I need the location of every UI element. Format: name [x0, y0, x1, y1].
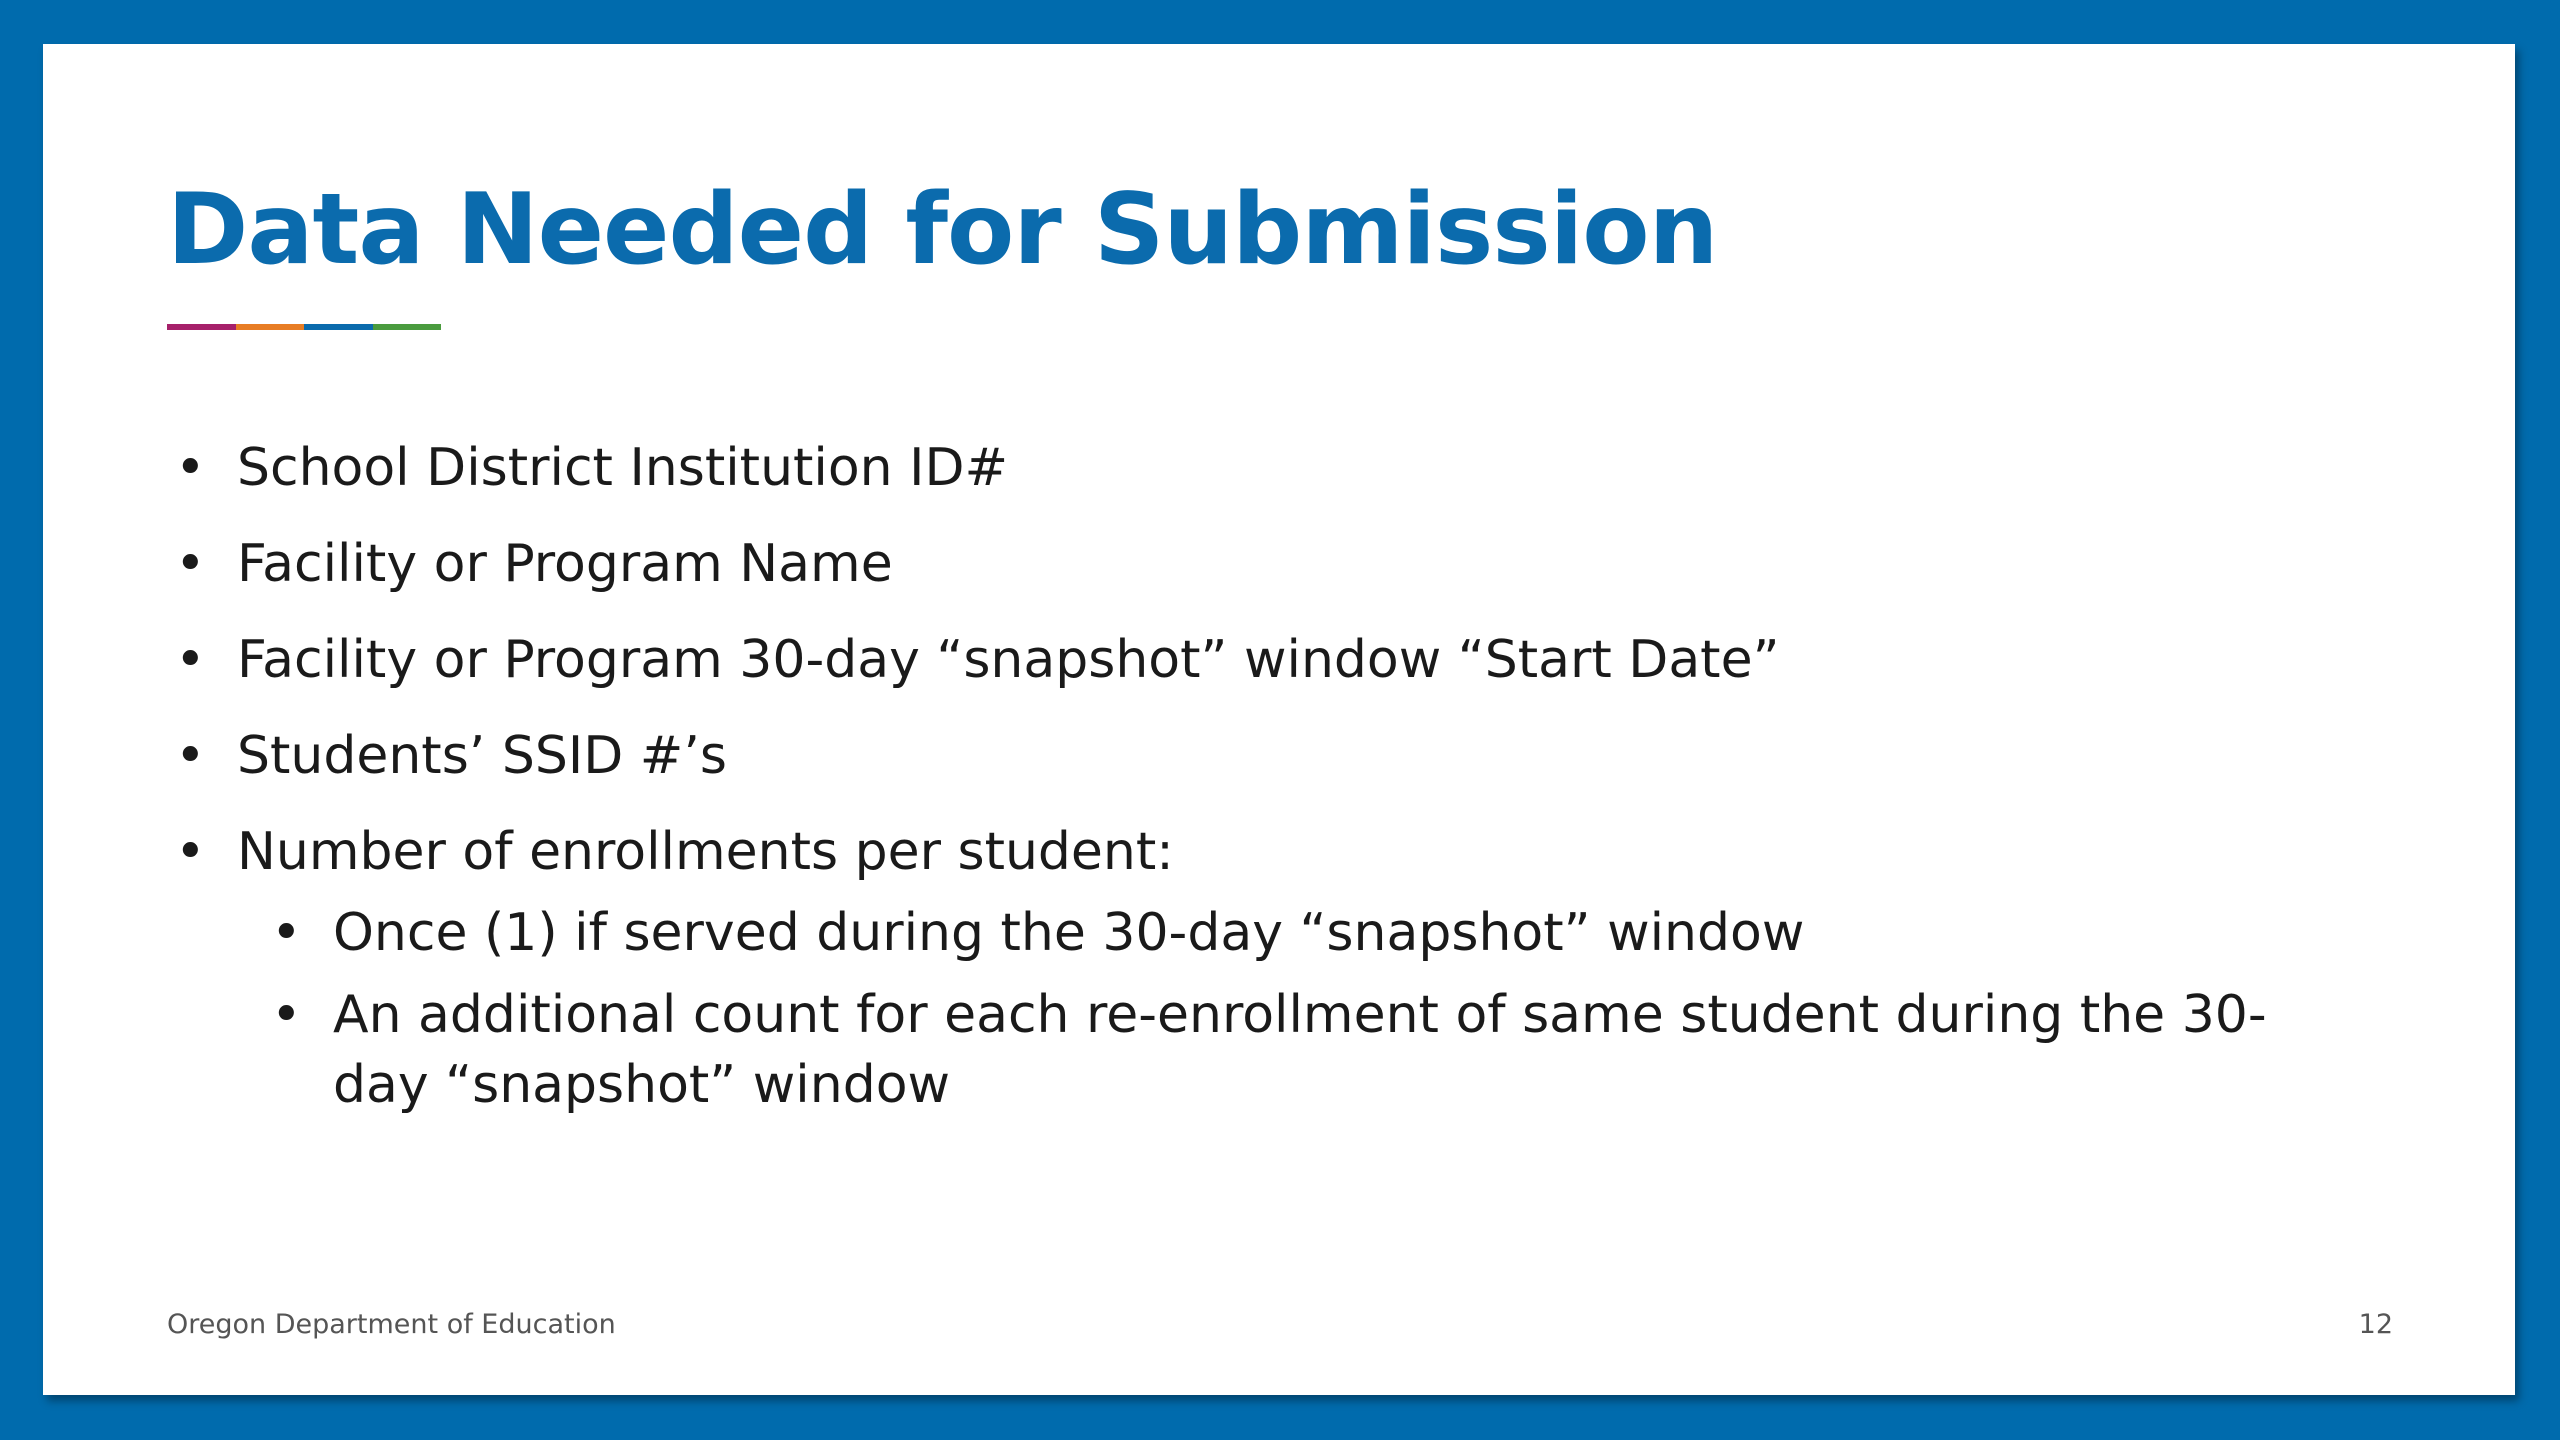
sub-bullet-additional-count: • An additional count for each re-enrollment of same student during the 30-day “snapshot” window [167, 980, 2347, 1120]
accent-segment-blue [304, 324, 373, 330]
bullet-item-start-date: • Facility or Program 30-day “snapshot” window “Start Date” [167, 624, 2407, 720]
bullet-item-facility-name: • Facility or Program Name [167, 528, 2407, 624]
accent-segment-magenta [167, 324, 236, 330]
sub-bullet-group [167, 898, 2407, 1120]
bullet-item-ssid: • Students’ SSID #’s [167, 720, 2407, 816]
footer-page-number: 12 [2358, 1309, 2393, 1340]
bullet-item-institution-id: • School District Institution ID# [167, 432, 2407, 528]
footer-organization: Oregon Department of Education [167, 1309, 616, 1340]
sub-bullet-list [167, 898, 2407, 1120]
sub-bullet-once: • Once (1) if served during the 30-day “snapshot” window [167, 898, 2347, 968]
slide [43, 44, 2515, 1395]
title-accent-bar [167, 324, 441, 330]
accent-segment-green [373, 324, 442, 330]
bullet-item-enrollments: • Number of enrollments per student: [167, 816, 2407, 912]
bullet-list [167, 432, 2407, 1132]
accent-segment-orange [236, 324, 305, 330]
slide-title: Data Needed for Submission [167, 173, 1718, 287]
